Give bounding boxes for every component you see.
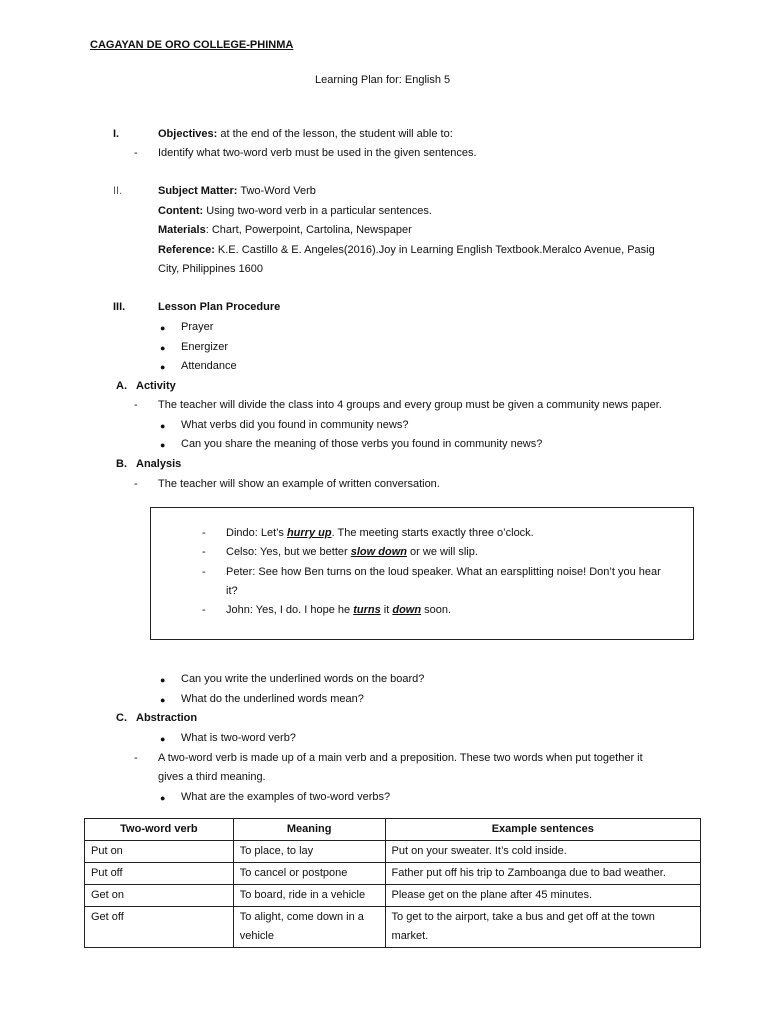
activity-text: The teacher will divide the class into 4 groups and every group must be given a community news paper. xyxy=(158,399,662,411)
table-cell: To cancel or postpone xyxy=(233,863,385,885)
conv-text: soon. xyxy=(421,604,452,616)
table-cell: To place, to lay xyxy=(233,841,385,863)
activity-question: Can you share the meaning of those verbs you found in community news? xyxy=(181,438,543,450)
table-cell: To board, ride in a vehicle xyxy=(233,885,385,907)
objectives-line xyxy=(158,127,453,141)
conversation-line xyxy=(226,545,478,559)
bullet-marker: ● xyxy=(160,695,166,705)
bullet-marker: ● xyxy=(160,362,166,372)
abstraction-definition: A two-word verb is made up of a main verb and a preposition. These two words when put together it xyxy=(158,752,643,764)
column-header: Meaning xyxy=(233,819,385,841)
dash-marker: - xyxy=(202,546,206,558)
conv-text: Celso: Yes, but we better xyxy=(226,546,351,558)
conversation-line xyxy=(226,526,534,540)
dash-marker: - xyxy=(202,604,206,616)
materials-line xyxy=(158,223,412,237)
content-label: Content: xyxy=(158,205,204,217)
dash-marker: - xyxy=(134,752,138,764)
conv-underlined-verb: slow down xyxy=(350,546,407,558)
reference-label: Reference: xyxy=(158,244,215,256)
table-cell: Father put off his trip to Zamboanga due to bad weather. xyxy=(385,863,700,885)
table-cell: Put on your sweater. It’s cold inside. xyxy=(385,841,700,863)
analysis-question: Can you write the underlined words on the board? xyxy=(181,673,425,685)
section-number: II. xyxy=(113,185,123,197)
table-cell: Get on xyxy=(85,885,234,907)
abstraction-label: Abstraction xyxy=(136,712,198,724)
subject-line xyxy=(158,184,316,198)
analysis-text: The teacher will show an example of written conversation. xyxy=(158,478,440,490)
abstraction-question: What are the examples of two-word verbs? xyxy=(181,791,391,803)
abstraction-question: What is two-word verb? xyxy=(181,732,296,744)
table-cell: Please get on the plane after 45 minutes. xyxy=(385,885,700,907)
section-number: I. xyxy=(113,128,120,140)
abstraction-definition-cont: gives a third meaning. xyxy=(158,771,266,783)
table-cell: To get to the airport, take a bus and get off at the town market. xyxy=(385,907,700,948)
objectives-label: Objectives: xyxy=(158,128,218,140)
section-number: III. xyxy=(113,301,126,313)
table-row xyxy=(85,863,701,885)
plan-title: Learning Plan for: English 5 xyxy=(315,74,451,86)
conv-underlined-verb: down xyxy=(392,604,422,616)
conversation-line xyxy=(226,603,451,617)
table-row xyxy=(85,885,701,907)
dash-marker: - xyxy=(202,566,206,578)
dash-marker: - xyxy=(134,147,138,159)
bullet-marker: ● xyxy=(160,793,166,803)
table-cell: Put on xyxy=(85,841,234,863)
objectives-text: at the end of the lesson, the student will able to: xyxy=(217,128,453,140)
two-word-verb-table xyxy=(84,818,701,948)
table-cell: Put off xyxy=(85,863,234,885)
procedure-label: Lesson Plan Procedure xyxy=(158,301,281,313)
reference-line xyxy=(158,243,655,257)
conversation-line-cont: it? xyxy=(226,585,238,597)
column-header: Example sentences xyxy=(385,819,700,841)
bullet-marker: ● xyxy=(160,421,166,431)
subsection-letter: B. xyxy=(116,458,127,470)
analysis-label: Analysis xyxy=(136,458,182,470)
conv-underlined-verb: hurry up xyxy=(286,527,332,539)
conv-text: Dindo: Let’s xyxy=(226,527,287,539)
activity-question: What verbs did you found in community news? xyxy=(181,419,409,431)
conv-underlined-verb: turns xyxy=(353,604,381,616)
subject-text: Two-Word Verb xyxy=(237,185,316,197)
conv-text: . The meeting starts exactly three o’clock. xyxy=(331,527,534,539)
content-text: Using two-word verb in a particular sentences. xyxy=(203,205,432,217)
reference-text: K.E. Castillo & E. Angeles(2016).Joy in Learning English Textbook.Meralco Avenue, Pasig xyxy=(214,244,655,256)
materials-text: : Chart, Powerpoint, Cartolina, Newspaper xyxy=(205,224,412,236)
procedure-item: Attendance xyxy=(181,360,237,372)
conv-text: or we will slip. xyxy=(406,546,478,558)
conv-text: it xyxy=(380,604,393,616)
bullet-marker: ● xyxy=(160,734,166,744)
table-cell: Get off xyxy=(85,907,234,948)
content-line xyxy=(158,204,432,218)
conversation-line: Peter: See how Ben turns on the loud speaker. What an earsplitting noise! Don’t you hear xyxy=(226,566,661,578)
bullet-marker: ● xyxy=(160,440,166,450)
bullet-marker: ● xyxy=(160,323,166,333)
conv-text: John: Yes, I do. I hope he xyxy=(226,604,354,616)
analysis-question: What do the underlined words mean? xyxy=(181,693,364,705)
school-name: CAGAYAN DE ORO COLLEGE-PHINMA xyxy=(90,39,294,51)
subject-label: Subject Matter: xyxy=(158,185,238,197)
bullet-marker: ● xyxy=(160,343,166,353)
subsection-letter: A. xyxy=(116,380,127,392)
procedure-item: Prayer xyxy=(181,321,214,333)
materials-label: Materials xyxy=(158,224,206,236)
table-cell: To alight, come down in a vehicle xyxy=(233,907,385,948)
reference-line-2: City, Philippines 1600 xyxy=(158,263,263,275)
dash-marker: - xyxy=(134,478,138,490)
objective-item: Identify what two-word verb must be used in the given sentences. xyxy=(158,147,477,159)
subsection-letter: C. xyxy=(116,712,127,724)
bullet-marker: ● xyxy=(160,675,166,685)
table-row xyxy=(85,841,701,863)
activity-label: Activity xyxy=(136,380,176,392)
dash-marker: - xyxy=(202,527,206,539)
column-header: Two-word verb xyxy=(85,819,234,841)
procedure-item: Energizer xyxy=(181,341,229,353)
dash-marker: - xyxy=(134,399,138,411)
table-row xyxy=(85,907,701,948)
table-header-row xyxy=(85,819,701,841)
